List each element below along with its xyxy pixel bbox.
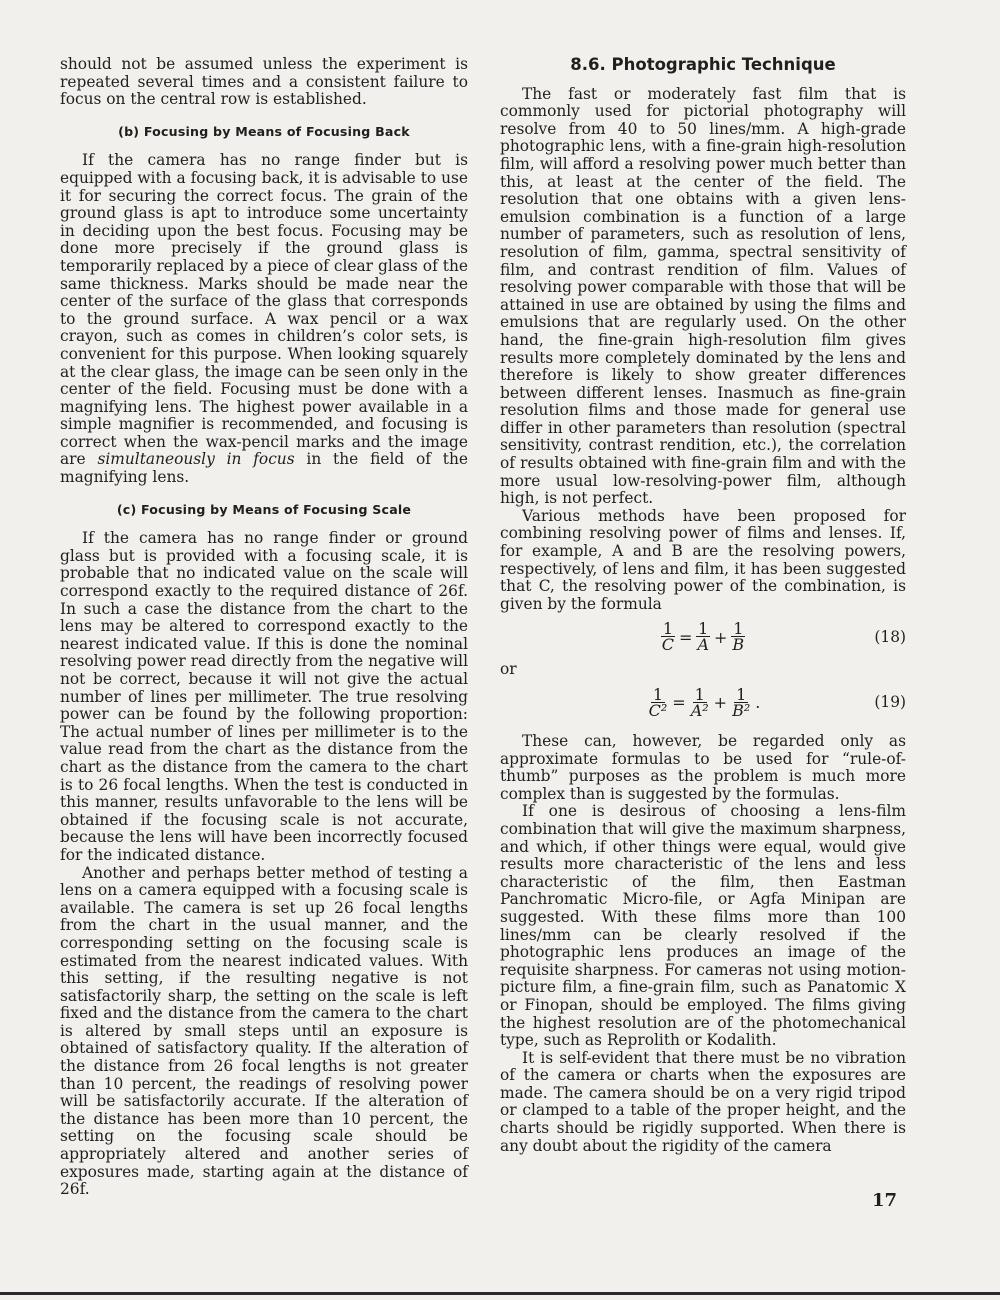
paragraph: The fast or moderately fast film that is commonly used for pictorial photography will resolve from 40 to 50 lines/mm. A high-grade photographic lens, with a fine-grain high-resolution film, will afford a resolving power much better than this, at least at the center of the field. The resolution that one obtains with a given lens-emulsion combination is a function of a large number of parameters, such as resolution of lens, resolution of film, gamma, spectral sensitivity of film, and contrast rendition of film. Values of resolving power comparable with those that will be attained in use are obtained by using the films and emulsions that are regularly used. On the other hand, the fine-grain high-resolution film gives results more completely dominated by the lens and therefore is likely to show greater differences between different lenses. Inasmuch as fine-grain resolution films and those made for general use differ in other parameters than resolution (spectral sensitivity, contrast rendition, etc.), the correlation of results obtained with fine-grain film and with the more usual low-resolving-power film, although high, is not perfect. xyxy=(500,84,906,508)
equation-19 xyxy=(500,687,906,719)
paragraph xyxy=(60,152,468,486)
numerator: 1 xyxy=(733,619,744,639)
fraction xyxy=(647,687,670,719)
paragraph: It is self-evident that there must be no vibration of the camera or charts when the exposures are made. The camera should be on a very rigid tripod or clamped to a table of the proper height, and the charts should be rigidly supported. When there is any doubt about the rigidity of the camera xyxy=(500,1048,906,1155)
equation-number: (18) xyxy=(874,627,906,646)
paragraph: should not be assumed unless the experiment is repeated several times and a consistent failure to focus on the central row is established. xyxy=(60,55,468,109)
equation-18 xyxy=(500,621,906,653)
subsection-heading-b: (b) Focusing by Means of Focusing Back xyxy=(118,123,410,139)
paragraph: Various methods have been proposed for combining resolving power of films and lenses. If, for example, A and B are the resolving powers, respectively, of lens and film, it has been suggested that C, the resolving power of the combination, is given by the formula xyxy=(500,506,906,613)
fraction xyxy=(689,687,711,719)
numerator: 1 xyxy=(698,619,709,639)
page-edge-divider xyxy=(0,1292,1000,1295)
left-column xyxy=(60,56,468,1199)
page-number: 17 xyxy=(872,1190,898,1211)
or-text: or xyxy=(500,660,517,679)
paragraph: Another and perhaps better method of testing a lens on a camera equipped with a focusing scale is available. The camera is set up 26 focal lengths from the chart in the usual manner, and the corresponding setting on the focusing scale is estimated from the nearest indicated values. With this setting, if the resulting negative is not satisfactorily sharp, the setting on the scale is left fixed and the distance from the camera to the chart is altered by small steps until an exposure is obtained of satisfactory quality. If the alteration of the distance from 26 focal lengths is not greater than 10 percent, the readings of resolving power will be satisfactorily accurate. If the alteration of the distance has been more than 10 percent, the setting on the focusing scale should be appropriately altered and another series of exposures made, starting again at the distance of 26f. xyxy=(60,863,468,1199)
fraction xyxy=(660,621,676,653)
denominator: B² xyxy=(732,701,751,720)
numerator: 1 xyxy=(662,619,674,639)
equation-body xyxy=(645,687,762,719)
denominator: B xyxy=(732,635,745,655)
emphasis-text: simultaneously in focus xyxy=(97,450,295,469)
paragraph: If the camera has no range finder or ground glass but is provided with a focusing scale, it is probable that no indicated value on the scale will correspond exactly to the required distance of 26f. In such a case the distance from the chart to the lens may be altered to correspond exactly to the nearest indicated value. If this is done the nominal resolving power read directly from the negative will not be correct, because it will not give the actual number of lines per millimeter. The true resolving power can be found by the following proportion: The actual number of lines per millimeter is to the value read from the chart as the distance from the chart as the distance from the camera to the chart is to 26 focal lengths. When the test is conducted in this manner, results unfavorable to the lens will be obtained if the focusing scale is not accurate, because the lens will have been incorrectly focused for the indicated distance. xyxy=(60,529,468,864)
paragraph: These can, however, be regarded only as approximate formulas to be used for “rule-of-thumb” purposes as the problem is much more complex than is suggested by the formulas. xyxy=(500,732,906,803)
equals-sign: = xyxy=(679,627,693,647)
denominator: C xyxy=(661,635,675,655)
numerator: 1 xyxy=(694,685,705,704)
equation-body xyxy=(658,621,748,653)
paragraph-text: in the field of the magnifying lens. xyxy=(60,450,468,487)
paragraph-text: If the camera has no range finder but is equipped with a focusing back, it is advisable to use it for securing the correct focus. The grain of the ground glass is apt to introduce some uncertainty in deciding upon the best focus. Focusing may be done more precisely if the ground glass is temporarily replaced by a piece of clear glass of the same thickness. Marks should be made near the center of the surface of the glass that corresponds to the ground surface. A wax pencil or a wax crayon, such as comes in children’s color sets, is convenient for this purpose. When looking squarely at the clear glass, the image can be seen only in the center of the field. Focusing must be done with a magnifying lens. The highest power available in a simple magnifier is recommended, and focusing is correct when the wax-pencil marks and the image are xyxy=(60,151,468,469)
plus-sign: + xyxy=(713,693,728,713)
period: . xyxy=(755,693,761,713)
denominator: A xyxy=(697,635,710,655)
plus-sign: + xyxy=(714,627,728,647)
denominator: C² xyxy=(648,701,668,720)
fraction xyxy=(730,687,752,719)
equals-sign: = xyxy=(672,693,686,713)
paragraph: If one is desirous of choosing a lens-film combination that will give the maximum sharpness, and which, if other things were equal, would give results more characteristic of the lens and less characteristic of the film, then Eastman Panchromatic Micro-file, or Agfa Minipan are suggested. With these films more than 100 lines/mm can be clearly resolved if the photographic lens produces an image of the requisite sharpness. For cameras not using motion-picture film, a fine-grain film, such as Panatomic X or Finopan, should be employed. The films giving the highest resolution are of the photomechanical type, such as Reprolith or Kodalith. xyxy=(500,802,906,1050)
section-heading: 8.6. Photographic Technique xyxy=(570,55,836,74)
equation-number: (19) xyxy=(874,693,906,712)
fraction xyxy=(695,621,711,653)
numerator: 1 xyxy=(652,685,664,704)
numerator: 1 xyxy=(736,685,747,704)
denominator: A² xyxy=(690,701,709,720)
subsection-heading-c: (c) Focusing by Means of Focusing Scale xyxy=(116,501,412,517)
fraction xyxy=(730,621,746,653)
right-column xyxy=(500,56,906,1155)
